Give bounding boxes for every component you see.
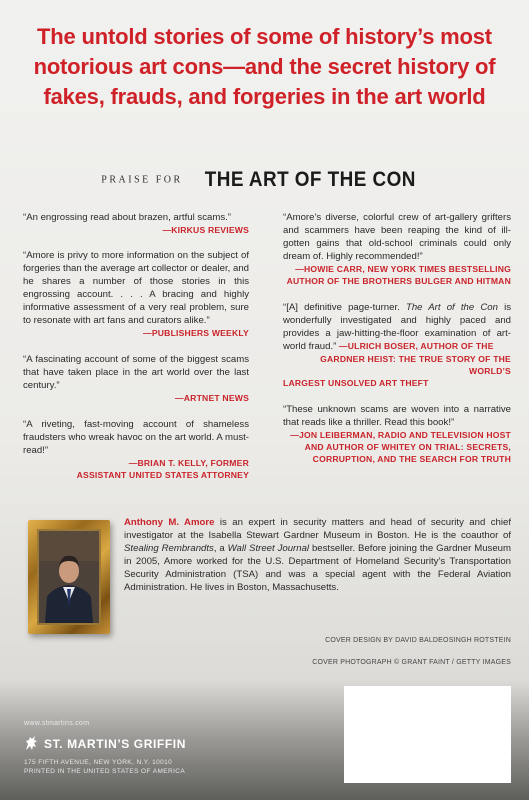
quote-attribution: ASSISTANT UNITED STATES ATTORNEY bbox=[76, 470, 249, 480]
quote-text: “Amore is privy to more information on the subject of forgeries than the average art collector or dealer, and he shares a number of those stories in this engrossing account. . . . A bracing and highly informative assessment of a very real problem, sure to resonate with art fans and curators alike.” bbox=[23, 250, 249, 326]
quote-text: “[A] definitive page-turner. bbox=[283, 302, 406, 313]
quote-attribution: —ULRICH BOSER, AUTHOR OF THE bbox=[336, 341, 494, 351]
quote-text: is wonderfully investigated and highly paced and provides a jaw-hitting-the-floor examination of art-world fraud.” bbox=[283, 302, 511, 352]
bio-book-title: Stealing Rembrandts bbox=[124, 543, 214, 554]
author-name: Anthony M. Amore bbox=[124, 517, 215, 528]
quote-attribution: CORRUPTION, AND THE SEARCH FOR TRUTH bbox=[312, 454, 511, 464]
quote-attribution: —BRIAN T. KELLY, FORMER bbox=[128, 458, 249, 468]
bio-text: is an expert in security matters and head of security and chief investigator at the Isabella Stewart Gardner Museum in Boston. He is the coauthor of bbox=[124, 517, 512, 541]
quote-book-title: The Art of the Con bbox=[405, 302, 498, 313]
quote-boser bbox=[283, 301, 511, 389]
quote-attribution: —PUBLISHERS WEEKLY bbox=[143, 328, 249, 338]
barcode-area bbox=[344, 686, 511, 783]
praise-for-label: PRAISE FOR bbox=[101, 174, 183, 186]
publisher-website: www.stmartins.com bbox=[24, 720, 90, 727]
publisher-block bbox=[24, 735, 186, 753]
publisher-name: ST. MARTIN’S GRIFFIN bbox=[44, 737, 186, 751]
bio-text: bestseller. Before joining the Gardner Museum in 2005, Amore worked for the U.S. Department of Homeland Security’s Transportation Security Administration (TSA) and was a special agent with the Federal Aviation Administration. He lives in Boston, Massachusetts. bbox=[124, 543, 511, 593]
book-title: THE ART OF THE CON bbox=[204, 168, 416, 191]
cover-headline: The untold stories of some of history’s most notorious art cons—and the secret history of fakes, frauds, and forgeries in the art world bbox=[33, 24, 496, 109]
quote-attribution: AND AUTHOR OF WHITEY ON TRIAL: SECRETS, bbox=[304, 442, 511, 452]
quote-leiberman bbox=[283, 403, 511, 465]
author-portrait-frame bbox=[28, 520, 110, 634]
quote-kirkus bbox=[23, 211, 249, 236]
quote-attribution: GARDNER HEIST: THE TRUE STORY OF THE WORLD’S bbox=[320, 354, 511, 376]
cover-credits bbox=[312, 635, 511, 679]
quote-carr bbox=[283, 211, 511, 287]
quote-publishers-weekly bbox=[23, 249, 249, 339]
cover-photo-credit: COVER PHOTOGRAPH © GRANT FAINT / GETTY IMAGES bbox=[312, 659, 511, 666]
quote-attribution: —ARTNET NEWS bbox=[174, 393, 249, 403]
griffin-logo-icon bbox=[24, 735, 39, 751]
author-bio bbox=[124, 516, 511, 594]
quote-artnet bbox=[23, 353, 249, 404]
quote-attribution: —KIRKUS REVIEWS bbox=[162, 225, 249, 235]
quote-text: “An engrossing read about brazen, artful scams.” bbox=[23, 212, 231, 223]
bio-publication: Wall Street Journal bbox=[227, 543, 310, 554]
quote-attribution: AUTHOR OF THE BROTHERS BULGER AND HITMAN bbox=[286, 276, 511, 286]
quote-text: “Amore’s diverse, colorful crew of art-gallery grifters and scammers have been reaping the kind of ill-gotten gains that old-school criminals could only dream of. Highly recommended!” bbox=[283, 212, 511, 262]
quote-text: “These unknown scams are woven into a narrative that reads like a thriller. Read this book!” bbox=[283, 404, 511, 428]
quote-attribution: LARGEST UNSOLVED ART THEFT bbox=[283, 378, 429, 388]
printed-line: PRINTED IN THE UNITED STATES OF AMERICA bbox=[24, 768, 186, 775]
praise-heading bbox=[0, 168, 529, 192]
author-photo bbox=[39, 531, 99, 623]
quote-text: “A fascinating account of some of the biggest scams that have taken place in the art world over the last century.” bbox=[23, 354, 249, 391]
quotes-column-left bbox=[23, 211, 249, 495]
address-line: 175 FIFTH AVENUE, NEW YORK, N.Y. 10010 bbox=[24, 759, 173, 766]
bio-text: , a bbox=[213, 543, 228, 554]
quote-text: “A riveting, fast-moving account of shameless fraudsters who wreak havoc on the art world. A must-read!” bbox=[23, 419, 249, 456]
quotes-column-right bbox=[283, 211, 511, 479]
quote-attribution: —JON LEIBERMAN, RADIO AND TELEVISION HOST bbox=[290, 430, 511, 440]
cover-design-credit: COVER DESIGN BY DAVID BALDEOSINGH ROTSTEIN bbox=[325, 637, 511, 644]
quote-attribution: —HOWIE CARR, NEW YORK TIMES BESTSELLING bbox=[295, 264, 511, 274]
publisher-address bbox=[24, 758, 185, 776]
quote-kelly bbox=[23, 418, 249, 481]
